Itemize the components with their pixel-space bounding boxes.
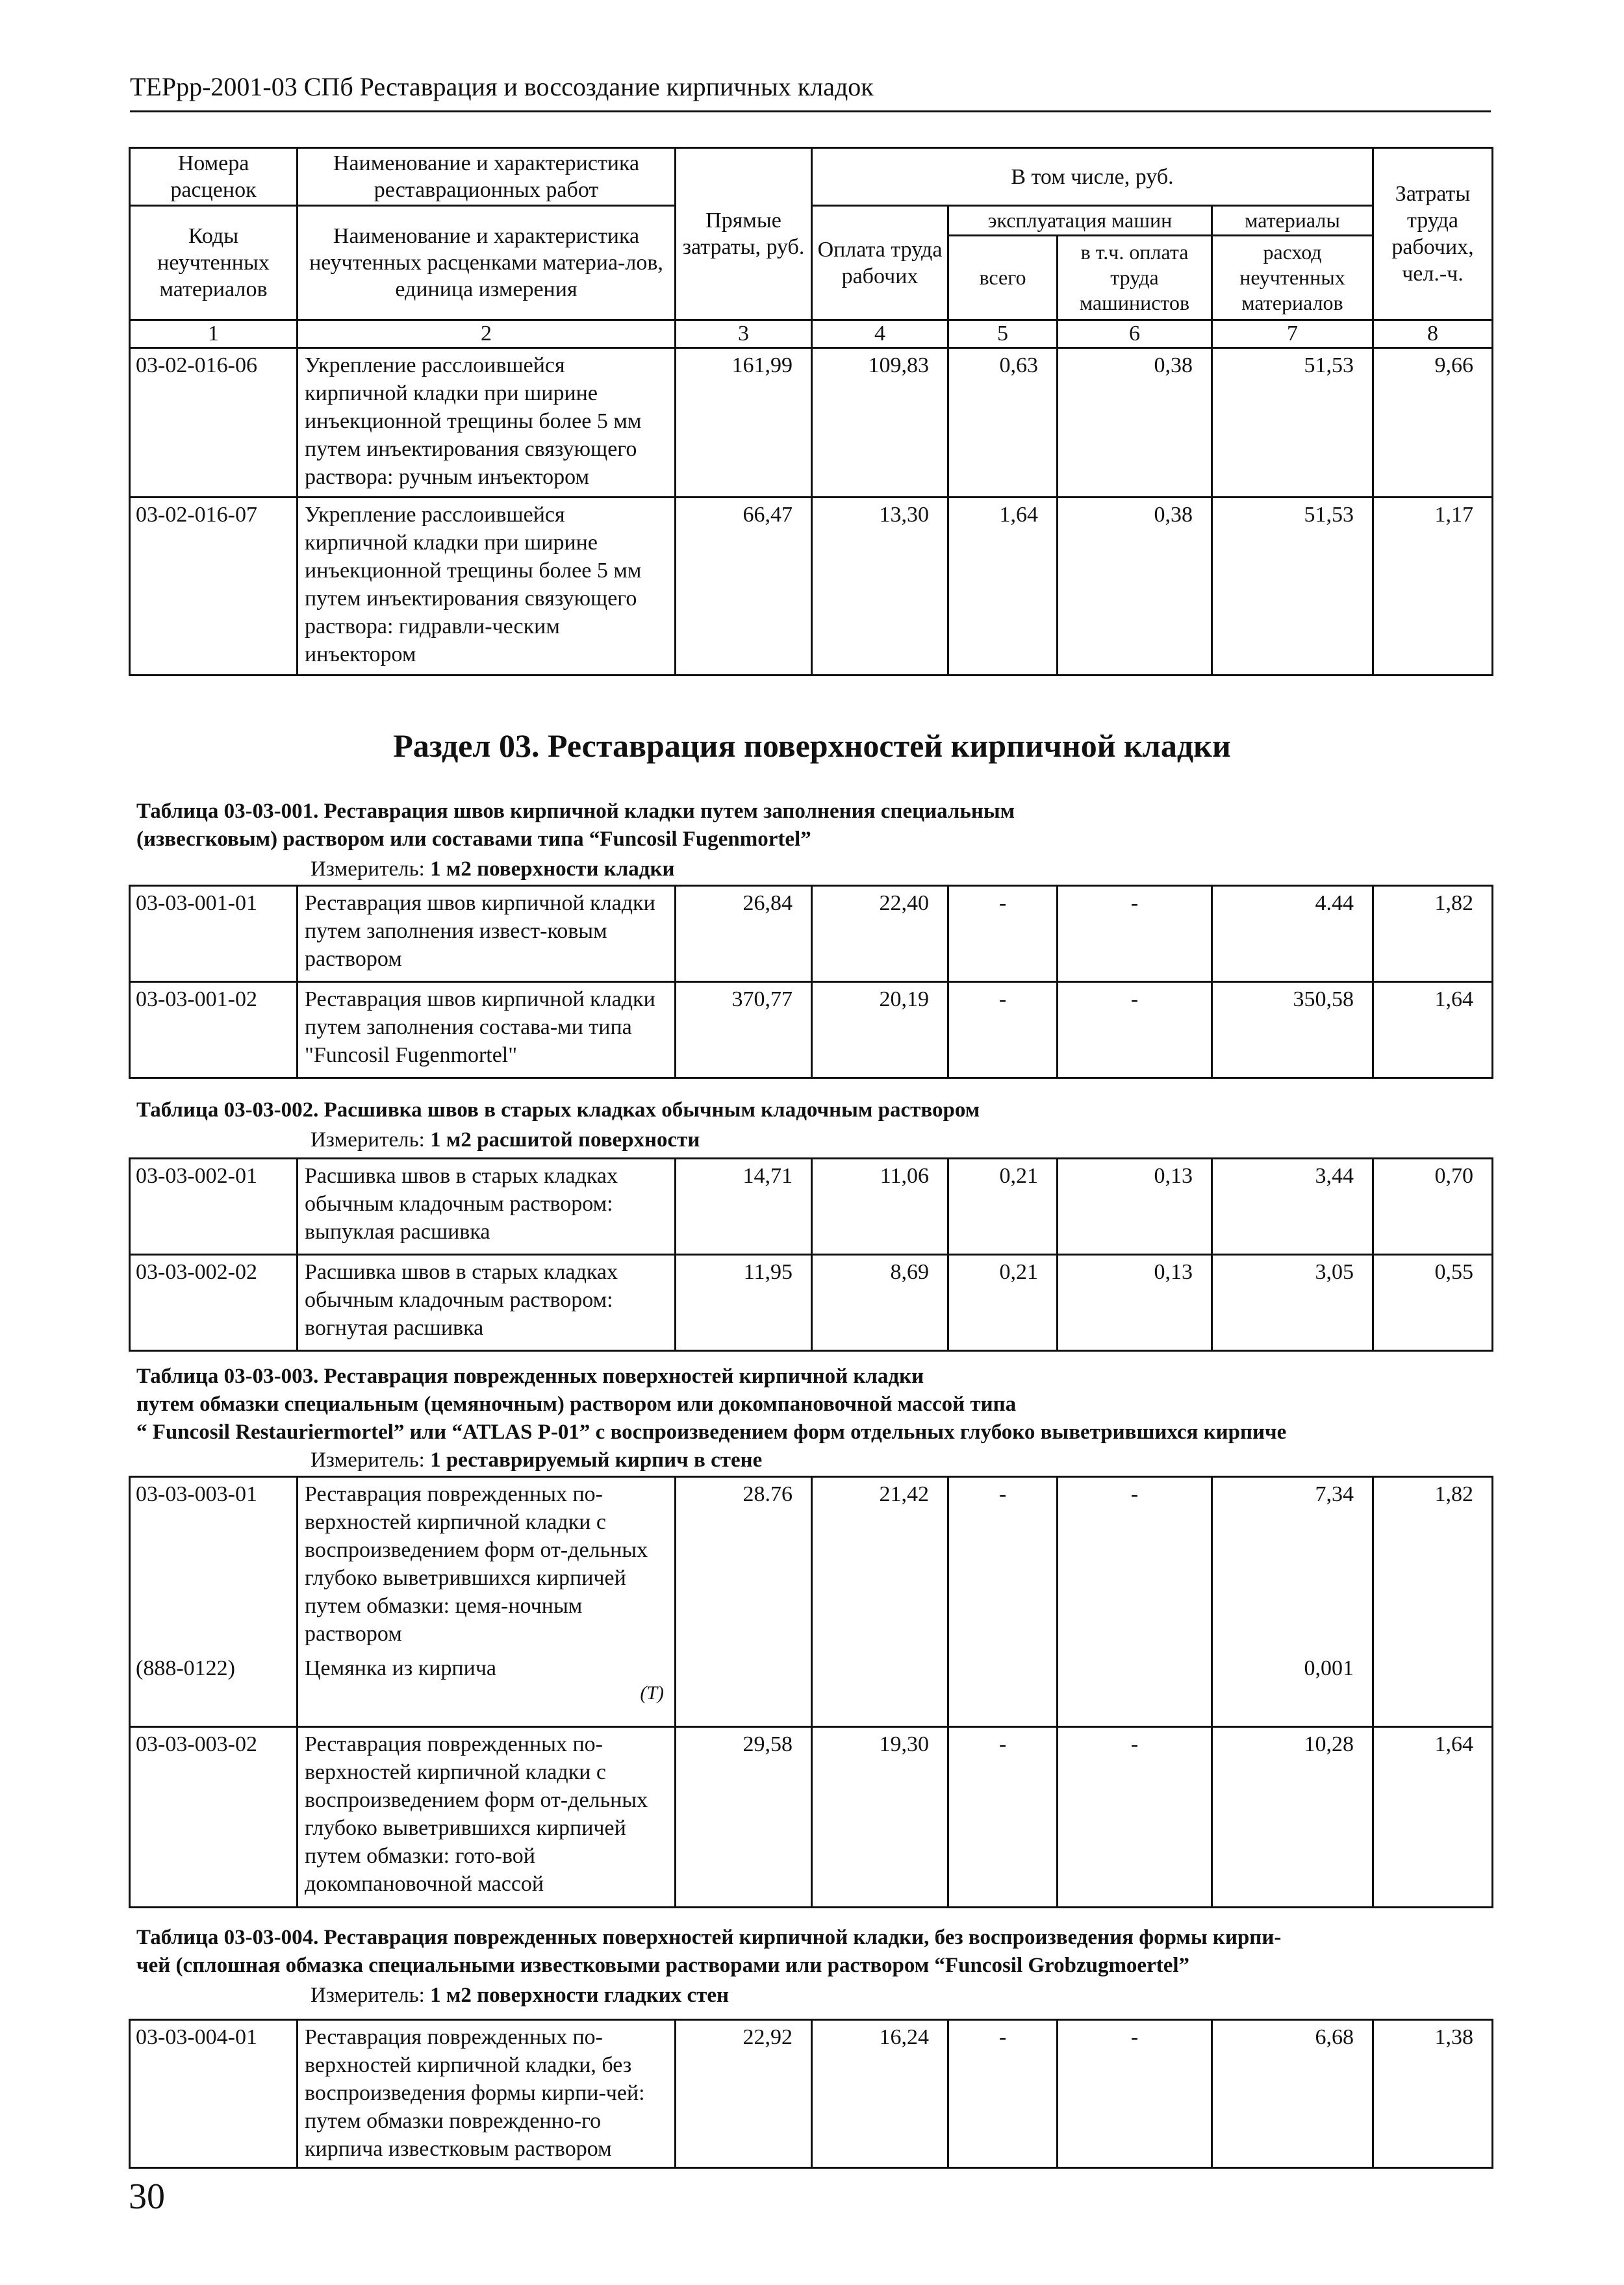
labor-pay: 21,42 bbox=[812, 1477, 948, 1727]
direct-costs: 11,95 bbox=[676, 1255, 812, 1351]
rate-code: 03-03-002-01 bbox=[130, 1159, 298, 1255]
table-row bbox=[130, 982, 1493, 1078]
labor-hours: 1,82 bbox=[1373, 1477, 1493, 1727]
materials-cost: 4.44 bbox=[1212, 886, 1373, 982]
direct-costs: 370,77 bbox=[676, 982, 812, 1078]
rate-code: 03-03-001-01 bbox=[130, 886, 298, 982]
machinist-pay: - bbox=[1058, 1477, 1212, 1727]
labor-pay: 16,24 bbox=[812, 2020, 948, 2168]
table-caption: Таблица 03-03-004. Реставрация поврежденных поверхностей кирпичной кладки, без воспроизведения формы кирпи- чей (сплошная обмазка специальными известковыми растворами или раствором “Funcosil Grobzugmoertel” bbox=[136, 1926, 1282, 1977]
rate-code: 03-03-002-02 bbox=[130, 1255, 298, 1351]
column-number: 2 bbox=[298, 320, 676, 348]
table-caption: Таблица 03-03-003. Реставрация поврежденных поверхностей кирпичной кладки путем обмазки специальным (цемяночным) раствором или докомпановочной массой типа “ Funcosil Restauriermortel” или “ATLAS P-01” с воспроизведением форм отдельных глубоко выветрившихся кирпиче bbox=[136, 1365, 1287, 1444]
rate-name: Реставрация поврежденных по-верхностей кирпичной кладки с воспроизведением форм от-дельных глубоко выветрившихся кирпичей путем обмазки: цемя-ночным раствором Цемянка из кирпича (Т) bbox=[298, 1477, 676, 1727]
header-material-consumption: расход неучтенных материалов bbox=[1212, 236, 1373, 320]
labor-hours: 9,66 bbox=[1373, 348, 1493, 498]
direct-costs: 161,99 bbox=[676, 348, 812, 498]
labor-hours: 1,82 bbox=[1373, 886, 1493, 982]
machinist-pay: 0,13 bbox=[1058, 1255, 1212, 1351]
header-material-codes: Коды неучтенных материалов bbox=[130, 206, 298, 320]
rate-name: Укрепление расслоившейся кирпичной кладки при ширине инъекционной трещины более 5 мм путем инъектирования связующего раствора: ручным инъектором bbox=[298, 348, 676, 498]
rate-name: Реставрация поврежденных по-верхностей кирпичной кладки, без воспроизведения формы кирпи-чей: путем обмазки поврежденно-го кирпича известковым раствором bbox=[298, 2020, 676, 2168]
labor-pay: 8,69 bbox=[812, 1255, 948, 1351]
table-row bbox=[130, 2020, 1493, 2168]
rate-name: Укрепление расслоившейся кирпичной кладки при ширине инъекционной трещины более 5 мм путем инъектирования связующего раствора: гидравли-ческим инъектором bbox=[298, 498, 676, 675]
table-measure: Измеритель: 1 м2 поверхности гладких стен bbox=[311, 1984, 730, 2007]
direct-costs: 66,47 bbox=[676, 498, 812, 675]
header-work-name: Наименование и характеристика реставрационных работ bbox=[298, 148, 676, 206]
material-name: Цемянка из кирпича bbox=[305, 1656, 497, 1680]
table-measure: Измеритель: 1 м2 расшитой поверхности bbox=[311, 1128, 700, 1152]
materials-cost: 3,05 bbox=[1212, 1255, 1373, 1351]
material-code: (888-0122) bbox=[136, 1656, 235, 1680]
labor-pay: 20,19 bbox=[812, 982, 948, 1078]
table-row bbox=[130, 498, 1493, 675]
direct-costs: 26,84 bbox=[676, 886, 812, 982]
header-rate-numbers: Номера расценок bbox=[130, 148, 298, 206]
rate-code: 03-03-003-02 bbox=[130, 1727, 298, 1908]
machinist-pay: 0,13 bbox=[1058, 1159, 1212, 1255]
column-number: 1 bbox=[130, 320, 298, 348]
page-header: ТЕРрр-2001-03 СПб Реставрация и воссоздание кирпичных кладок bbox=[130, 70, 1491, 112]
machines-total: - bbox=[948, 1727, 1058, 1908]
labor-hours: 1,17 bbox=[1373, 498, 1493, 675]
labor-pay: 19,30 bbox=[812, 1727, 948, 1908]
machinist-pay: - bbox=[1058, 2020, 1212, 2168]
header-machinist-pay: в т.ч. оплата труда машинистов bbox=[1058, 236, 1212, 320]
table-row bbox=[130, 1727, 1493, 1908]
table-row bbox=[130, 1255, 1493, 1351]
rates-table-top bbox=[129, 147, 1491, 676]
machines-total: - bbox=[948, 982, 1058, 1078]
machines-total: - bbox=[948, 2020, 1058, 2168]
labor-pay: 13,30 bbox=[812, 498, 948, 675]
column-number: 8 bbox=[1373, 320, 1493, 348]
header-machines-total: всего bbox=[948, 236, 1058, 320]
rate-name: Расшивка швов в старых кладках обычным кладочным раствором: вогнутая расшивка bbox=[298, 1255, 676, 1351]
materials-cost: 10,28 bbox=[1212, 1727, 1373, 1908]
rate-name: Реставрация швов кирпичной кладки путем заполнения состава-ми типа "Funcosil Fugenmortel" bbox=[298, 982, 676, 1078]
materials-cost: 6,68 bbox=[1212, 2020, 1373, 2168]
materials-cost: 51,53 bbox=[1212, 498, 1373, 675]
rates-table-03-03-003 bbox=[129, 1476, 1491, 1908]
materials-cost: 3,44 bbox=[1212, 1159, 1373, 1255]
machinist-pay: - bbox=[1058, 1727, 1212, 1908]
machinist-pay: 0,38 bbox=[1058, 348, 1212, 498]
page-number: 30 bbox=[129, 2177, 165, 2217]
header-direct-costs: Прямые затраты, руб. bbox=[676, 148, 812, 320]
rates-table-03-03-002 bbox=[129, 1157, 1491, 1352]
table-measure: Измеритель: 1 м2 поверхности кладки bbox=[311, 857, 675, 881]
rate-name: Реставрация поврежденных по-верхностей кирпичной кладки с воспроизведением форм от-дельных глубоко выветрившихся кирпичей путем обмазки: гото-вой докомпановочной массой bbox=[298, 1727, 676, 1908]
materials-cost: 7,34 0,001 bbox=[1212, 1477, 1373, 1727]
header-machine-operation: эксплуатация машин bbox=[948, 206, 1212, 236]
rate-code: 03-03-003-01 (888-0122) bbox=[130, 1477, 298, 1727]
machines-total: - bbox=[948, 886, 1058, 982]
rate-code: 03-02-016-06 bbox=[130, 348, 298, 498]
rate-code: 03-03-001-02 bbox=[130, 982, 298, 1078]
rate-name: Расшивка швов в старых кладках обычным кладочным раствором: выпуклая расшивка bbox=[298, 1159, 676, 1255]
labor-pay: 109,83 bbox=[812, 348, 948, 498]
column-number: 3 bbox=[676, 320, 812, 348]
machinist-pay: - bbox=[1058, 982, 1212, 1078]
table-caption: Таблица 03-03-001. Реставрация швов кирпичной кладки путем заполнения специальным (извесгковым) раствором или составами типа “Funcosil Fugenmortel” bbox=[136, 800, 1015, 851]
rate-code: 03-02-016-07 bbox=[130, 498, 298, 675]
machinist-pay: - bbox=[1058, 886, 1212, 982]
direct-costs: 14,71 bbox=[676, 1159, 812, 1255]
labor-hours: 1,64 bbox=[1373, 982, 1493, 1078]
labor-pay: 22,40 bbox=[812, 886, 948, 982]
materials-cost: 350,58 bbox=[1212, 982, 1373, 1078]
machines-total: 1,64 bbox=[948, 498, 1058, 675]
rates-table-03-03-001 bbox=[129, 885, 1491, 1079]
rate-code: 03-03-004-01 bbox=[130, 2020, 298, 2168]
header-materials: материалы bbox=[1212, 206, 1373, 236]
table-row bbox=[130, 348, 1493, 498]
header-labor-hours: Затраты труда рабочих, чел.-ч. bbox=[1373, 148, 1493, 320]
table-row bbox=[130, 1477, 1493, 1727]
header-including: В том числе, руб. bbox=[812, 148, 1373, 206]
rates-table-03-03-004 bbox=[129, 2019, 1491, 2169]
materials-cost: 51,53 bbox=[1212, 348, 1373, 498]
table-row bbox=[130, 886, 1493, 982]
header-material-name: Наименование и характеристика неучтенных расценками материа-лов, единица измерения bbox=[298, 206, 676, 320]
column-number: 5 bbox=[948, 320, 1058, 348]
section-title: Раздел 03. Реставрация поверхностей кирпичной кладки bbox=[393, 727, 1231, 764]
rate-name: Реставрация швов кирпичной кладки путем заполнения извест-ковым раствором bbox=[298, 886, 676, 982]
column-number: 4 bbox=[812, 320, 948, 348]
labor-hours: 1,64 bbox=[1373, 1727, 1493, 1908]
material-mark: (Т) bbox=[640, 1682, 664, 1704]
labor-pay: 11,06 bbox=[812, 1159, 948, 1255]
machines-total: 0,63 bbox=[948, 348, 1058, 498]
table-measure: Измеритель: 1 реставрируемый кирпич в стене bbox=[311, 1448, 763, 1472]
labor-hours: 0,70 bbox=[1373, 1159, 1493, 1255]
labor-hours: 0,55 bbox=[1373, 1255, 1493, 1351]
table-row bbox=[130, 1159, 1493, 1255]
labor-hours: 1,38 bbox=[1373, 2020, 1493, 2168]
machines-total: 0,21 bbox=[948, 1255, 1058, 1351]
header-labor-pay: Оплата труда рабочих bbox=[812, 206, 948, 320]
table-caption: Таблица 03-03-002. Расшивка швов в старых кладках обычным кладочным раствором bbox=[136, 1098, 980, 1122]
direct-costs: 29,58 bbox=[676, 1727, 812, 1908]
column-number: 6 bbox=[1058, 320, 1212, 348]
column-number: 7 bbox=[1212, 320, 1373, 348]
machines-total: 0,21 bbox=[948, 1159, 1058, 1255]
machines-total: - bbox=[948, 1477, 1058, 1727]
material-consumption: 0,001 bbox=[1304, 1656, 1354, 1680]
direct-costs: 22,92 bbox=[676, 2020, 812, 2168]
direct-costs: 28.76 bbox=[676, 1477, 812, 1727]
machinist-pay: 0,38 bbox=[1058, 498, 1212, 675]
